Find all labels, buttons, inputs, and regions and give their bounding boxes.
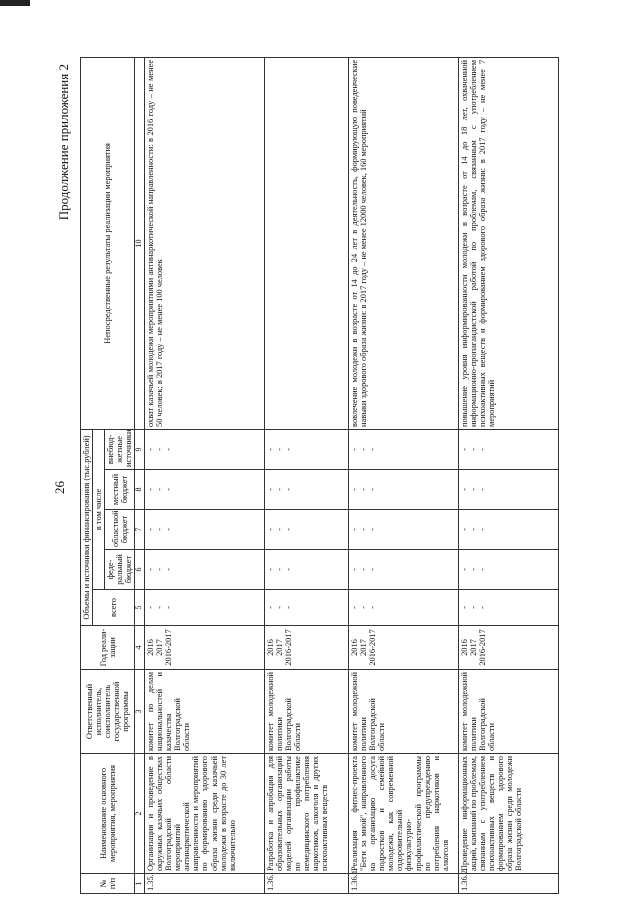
year-value: 2017 bbox=[359, 639, 369, 656]
row-number: 1.35. bbox=[145, 874, 265, 894]
value-offbudget: - - - bbox=[349, 429, 459, 469]
col-index: 5 bbox=[135, 590, 145, 626]
value-total: - - - bbox=[145, 590, 265, 626]
value-regional: - - - bbox=[349, 510, 459, 550]
value-regional: - - - bbox=[459, 510, 559, 550]
row-name: Реализация фитнес-проекта "Беги за мной", направленного на организацию досуга подростков и семейной молодежи, как современной оздоровительной физкультурно-профилактической программы по предупреждению потребления наркотиков и алкоголя bbox=[349, 754, 459, 874]
row-name: Организация и проведение в окружных казачьих обществах Волгоградской области мероприятий антинаркотической направленности и мероприятий по формированию здорового образа жизни среди казачьей молодежи в возрасте до 30 лет включительно bbox=[145, 754, 265, 874]
value-total: - - - bbox=[265, 590, 349, 626]
header-total: всего bbox=[93, 590, 135, 626]
program-table bbox=[80, 57, 559, 894]
row-years bbox=[145, 626, 265, 670]
row-executor: комитет молодежной политики Волгоградской области bbox=[349, 670, 459, 754]
value-total: - - - bbox=[459, 590, 559, 626]
col-index: 3 bbox=[135, 670, 145, 754]
col-index: 4 bbox=[135, 626, 145, 670]
value-total: - - - bbox=[349, 590, 459, 626]
value-local: - - - bbox=[265, 470, 349, 510]
header-name: Наименование основного мероприятия, мероприятия bbox=[81, 754, 135, 874]
row-name: Разработка и апробация для образовательных организаций моделей организации работы по профилактике немедицинского потребления наркотиков, алкоголя и других психоактивных веществ bbox=[265, 754, 349, 874]
col-index: 9 bbox=[135, 429, 145, 469]
row-years bbox=[459, 626, 559, 670]
table-row bbox=[459, 57, 559, 893]
page-header bbox=[50, 58, 76, 894]
continuation-label: Продолжение приложения 2 bbox=[56, 64, 71, 221]
row-result: повышение уровня информированности молодежи в возрасте от 14 до 18 лет, охваченной информационно-пропагандистской работой по проблемам, связанным с употреблением психоактивных веществ и формированием здорового образа жизни: в 2017 году – не менее 7 мероприятий bbox=[459, 57, 559, 429]
year-value: 2016 bbox=[350, 639, 360, 656]
table-row bbox=[265, 57, 349, 893]
column-index-row bbox=[135, 57, 145, 893]
row-years bbox=[349, 626, 459, 670]
value-local: - - - bbox=[349, 470, 459, 510]
value-federal: - - - bbox=[349, 550, 459, 590]
value-federal: - - - bbox=[459, 550, 559, 590]
header-federal: феде- ральный бюджет bbox=[105, 550, 135, 590]
year-value: 2016 bbox=[266, 639, 276, 656]
value-local: - - - bbox=[459, 470, 559, 510]
header-local: местный бюджет bbox=[105, 470, 135, 510]
row-result bbox=[265, 57, 349, 429]
year-value: 2017 bbox=[155, 639, 165, 656]
year-value: 2016-2017 bbox=[164, 629, 174, 666]
row-executor: комитет молодежной политики Волгоградской области bbox=[459, 670, 559, 754]
year-value: 2016-2017 bbox=[284, 629, 294, 666]
value-offbudget: - - - bbox=[459, 429, 559, 469]
row-result: охват казачьей молодежи мероприятиями антинаркотической направленности: в 2016 году – не менее 50 человек; в 2017 году – не менее 100 человек bbox=[145, 57, 265, 429]
row-number: 1.36. bbox=[265, 874, 349, 894]
col-index: 2 bbox=[135, 754, 145, 874]
header-including: в том числе bbox=[93, 429, 105, 589]
row-executor: комитет по делам национальностей и казачества Волгоградской области bbox=[145, 670, 265, 754]
value-offbudget: - - - bbox=[145, 429, 265, 469]
value-offbudget: - - - bbox=[265, 429, 349, 469]
page-number: 26 bbox=[52, 481, 67, 494]
col-index: 10 bbox=[135, 57, 145, 429]
row-years bbox=[265, 626, 349, 670]
value-regional: - - - bbox=[265, 510, 349, 550]
value-regional: - - - bbox=[145, 510, 265, 550]
row-number: 1.36.2. bbox=[459, 874, 559, 894]
value-federal: - - - bbox=[265, 550, 349, 590]
header-offbudget: внебюд- жетные источники bbox=[105, 429, 135, 469]
year-value: 2016 bbox=[460, 639, 470, 656]
header-results: Непосредственные результаты реализации мероприятия bbox=[81, 57, 135, 429]
row-name: Проведение информационных акций, кампаний по проблемам, связанным с употреблением психоактивных веществ и формированием здорового образа жизни среди молодежи Волгоградской области bbox=[459, 754, 559, 874]
col-index: 7 bbox=[135, 510, 145, 550]
value-federal: - - - bbox=[145, 550, 265, 590]
col-index: 6 bbox=[135, 550, 145, 590]
row-result: вовлечение молодежи в возрасте от 14 до 24 лет в деятельность, формирующую поведенческие навыки здорового образа жизни: в 2017 году – не менее 12000 человек, 160 мероприятий bbox=[349, 57, 459, 429]
year-value: 2017 bbox=[469, 639, 479, 656]
row-number: 1.36.1. bbox=[349, 874, 459, 894]
table-row bbox=[349, 57, 459, 893]
rotated-sheet bbox=[50, 58, 590, 894]
year-value: 2016-2017 bbox=[368, 629, 378, 666]
year-value: 2017 bbox=[275, 639, 285, 656]
year-value: 2016 bbox=[146, 639, 156, 656]
header-year: Год реали- зации bbox=[81, 626, 135, 670]
header-num: № п/п bbox=[81, 874, 135, 894]
table-row bbox=[145, 57, 265, 893]
scan-mark bbox=[0, 0, 30, 6]
year-value: 2016-2017 bbox=[478, 629, 488, 666]
col-index: 1 bbox=[135, 874, 145, 894]
col-index: 8 bbox=[135, 470, 145, 510]
row-executor: комитет молодежной политики Волгоградской области bbox=[265, 670, 349, 754]
header-funding: Объемы и источники финансирования (тыс.рублей) bbox=[81, 429, 93, 625]
value-local: - - - bbox=[145, 470, 265, 510]
header-regional: областной бюджет bbox=[105, 510, 135, 550]
header-executor: Ответственный исполнитель, соисполнитель государственной программы bbox=[81, 670, 135, 754]
